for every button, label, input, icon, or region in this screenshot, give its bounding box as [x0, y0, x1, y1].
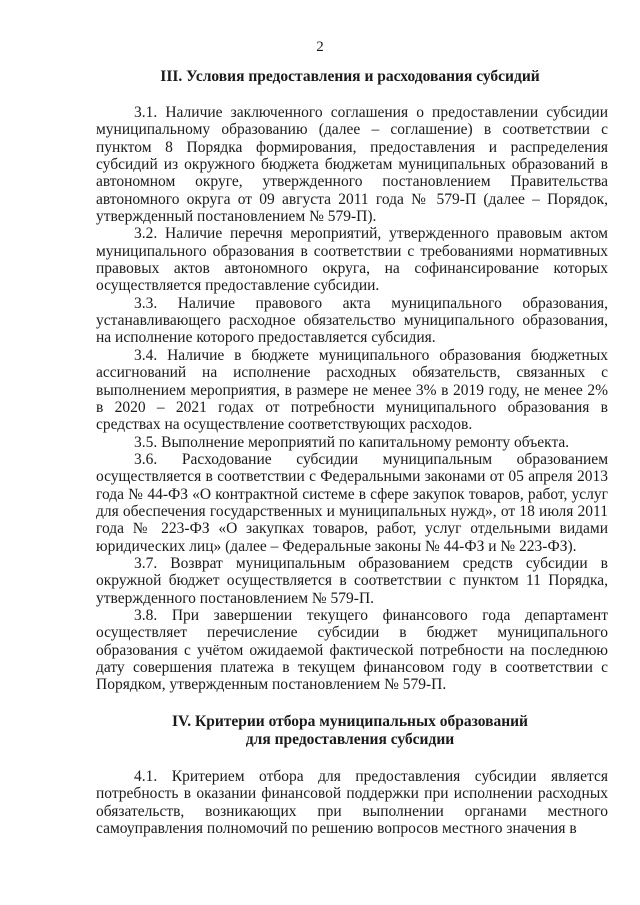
paragraph-3-7: 3.7. Возврат муниципальным образованием средств субсидии в окружной бюджет осуществляется в соответствии с пунктом 11 Порядка, утвержденного постановлением № 579-П.: [96, 554, 608, 607]
section-4-title: [90, 713, 610, 749]
paragraph-3-3: 3.3. Наличие правового акта муниципального образования, устанавливающего расходное обязательство муниципального образования, на исполнение которого предоставляется субсидия.: [96, 294, 608, 347]
section-4-title-line-2: для предоставления субсидии: [245, 731, 455, 748]
paragraph-3-2: 3.2. Наличие перечня мероприятий, утвержденного правовым актом муниципального образования в соответствии с требованиями нормативных правовых актов автономного округа, на софинансирование которых осуществляется предоставление субсидии.: [96, 225, 608, 295]
section-4-title-line-1: IV. Критерии отбора муниципальных образований: [171, 713, 528, 730]
paragraph-3-1: 3.1. Наличие заключенного соглашения о предоставлении субсидии муниципальному образованию (далее – соглашение) в соответствии с пунктом 8 Порядка формирования, предоставления и распределения субсидий из окружного бюджета бюджетам муниципальных образований в автономном округе, утвержденного постановлением Правительства автономного округа от 09 августа 2011 года № 579-П (далее – Порядок, утвержденный постановлением № 579-П).: [96, 104, 608, 226]
section-4-body: [96, 768, 608, 837]
paragraph-3-4: 3.4. Наличие в бюджете муниципального образования бюджетных ассигнований на исполнение расходных обязательств, связанных с выполнением мероприятия, в размере не менее 3% в 2019 году, не менее 2% в 2020 – 2021 годах от потребности муниципального образования в средствах на осуществление соответствующих расходов.: [96, 346, 608, 434]
paragraph-3-5: 3.5. Выполнение мероприятий по капитальному ремонту объекта.: [134, 433, 570, 451]
section-3-title: III. Условия предоставления и расходования субсидий: [160, 68, 540, 85]
paragraph-4-1: 4.1. Критерием отбора для предоставления субсидии является потребность в оказании финансовой поддержки при исполнении расходных обязательств, возникающих при выполнении органами местного самоуправления полномочий по решению вопросов местного значения в: [96, 768, 608, 838]
page-number: 2: [316, 39, 324, 55]
paragraph-3-8: 3.8. При завершении текущего финансового года департамент осуществляет перечисление субсидии в бюджет муниципального образования с учётом ожидаемой фактической потребности на последнюю дату совершения платежа в текущем финансовом году в соответствии с Порядком, утвержденным постановлением № 579-П.: [96, 606, 608, 694]
section-3-body: [96, 104, 608, 694]
paragraph-3-6: 3.6. Расходование субсидии муниципальным образованием осуществляется в соответствии с Федеральными законами от 05 апреля 2013 года № 44-ФЗ «О контрактной системе в сфере закупок товаров, работ, услуг для обеспечения государственных и муниципальных нужд», от 18 июля 2011 года № 223-ФЗ «О закупках товаров, работ, услуг отдельными видами юридических лиц» (далее – Федеральные законы № 44-ФЗ и № 223-ФЗ).: [96, 450, 608, 555]
